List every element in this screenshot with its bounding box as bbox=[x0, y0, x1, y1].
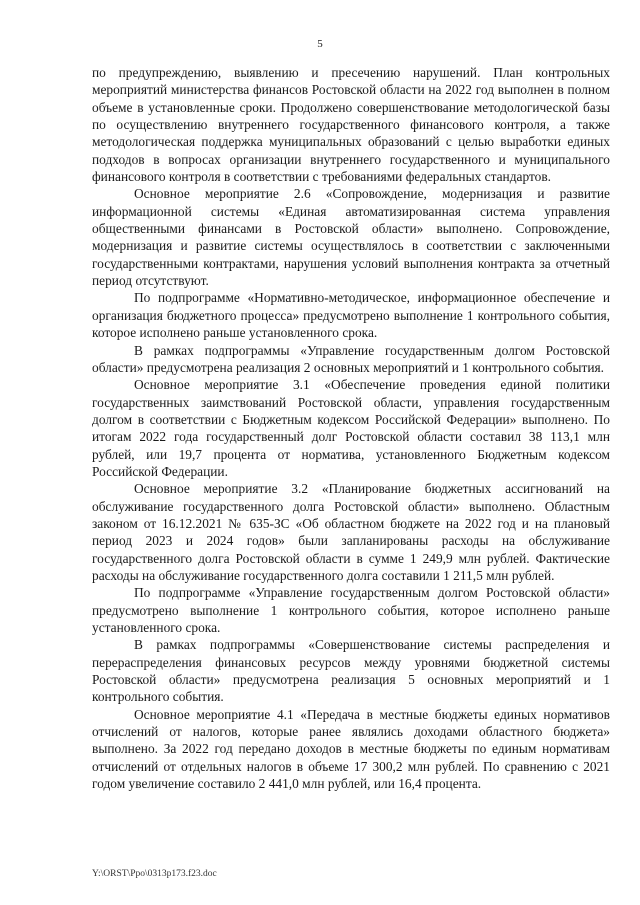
paragraph-subprogram-debt-event: По подпрограмме «Управление государственным долгом Ростовской области» предусмотрено выполнение 1 контрольного события, которое исполнено раньше установленного срока. bbox=[92, 585, 610, 635]
paragraph-activity-3-1: Основное мероприятие 3.1 «Обеспечение проведения единой политики государственных заимствований Ростовской области, управления государственным долгом в соответствии с Бюджетным кодексом Российской Федерации» выполнено. По итогам 2022 года государственный долг Ростовской области составил 38 113,1 млн рублей, или 19,7 процента от норматива, установленного Бюджетным кодексом Российской Федерации. bbox=[92, 377, 610, 479]
paragraph-activity-3-2: Основное мероприятие 3.2 «Планирование бюджетных ассигнований на обслуживание государственного долга Ростовской области» выполнено. Областным законом от 16.12.2021 № 635-ЗС «Об областном бюджете на 2022 год и на плановый период 2023 и 2024 годов» были запланированы расходы на обслуживание государственного долга Ростовской области в сумме 1 249,9 млн рублей. Фактические расходы на обслуживание государственного долга составили 1 211,5 млн рублей. bbox=[92, 481, 610, 583]
document-body bbox=[92, 64, 610, 792]
paragraph-subprogram-debt: В рамках подпрограммы «Управление государственным долгом Ростовской области» предусмотрена реализация 2 основных мероприятий и 1 контрольного события. bbox=[92, 342, 610, 375]
paragraph-continuation: по предупреждению, выявлению и пресечению нарушений. План контрольных мероприятий министерства финансов Ростовской области на 2022 год выполнен в полном объеме в установленные сроки. Продолжено совершенствование методологической базы по осуществлению внутреннего государственного финансового контроля, а также методологическая поддержка муниципальных образований с целью выработки единых подходов в вопросах организации внутреннего государственного и муниципального финансового контроля в соответствии с требованиями федеральных стандартов. bbox=[92, 65, 610, 185]
paragraph-activity-4-1: Основное мероприятие 4.1 «Передача в местные бюджеты единых нормативов отчислений от налогов, которые ранее являлись доходами областного бюджета» выполнено. За 2022 год передано доходов в местные бюджеты по единым нормативам отчислений от отдельных налогов в объеме 17 300,2 млн рублей. По сравнению с 2021 годом увеличение составило 2 441,0 млн рублей, или 16,4 процента. bbox=[92, 706, 610, 792]
paragraph-subprogram-normative: По подпрограмме «Нормативно-методическое, информационное обеспечение и организация бюджетного процесса» предусмотрено выполнение 1 контрольного события, которое исполнено раньше установленного срока. bbox=[92, 290, 610, 341]
page-number: 5 bbox=[317, 38, 323, 50]
paragraph-subprogram-distribution: В рамках подпрограммы «Совершенствование системы распределения и перераспределения финансовых ресурсов между уровнями бюджетной системы Ростовской области» предусмотрена реализация 5 основных мероприятий и 1 контрольного события. bbox=[92, 637, 610, 705]
footer-file-path: Y:\ORST\Ppo\0313p173.f23.doc bbox=[92, 869, 217, 879]
paragraph-activity-2-6: Основное мероприятие 2.6 «Сопровождение, модернизация и развитие информационной системы «Единая автоматизированная система управления общественными финансами в Ростовской области» выполнено. Сопровождение, модернизация и развитие системы осуществлялось в соответствии с заключенными государственными контрактами, нарушения условий выполнения контракта за отчетный период отсутствуют. bbox=[92, 186, 610, 289]
